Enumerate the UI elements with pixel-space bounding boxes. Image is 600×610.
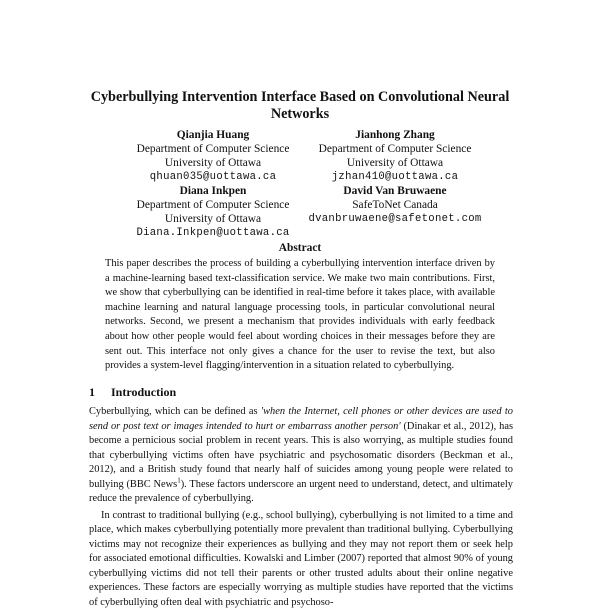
author-department: Department of Computer Science <box>118 142 308 156</box>
author-block-4 <box>295 184 495 226</box>
paper-title: Cyberbullying Intervention Interface Based on Convolutional Neural Networks <box>60 89 540 123</box>
body-text <box>89 405 513 610</box>
paragraph-1 <box>89 405 513 507</box>
author-department: Department of Computer Science <box>110 198 316 212</box>
author-email: Diana.Inkpen@uottawa.ca <box>110 226 316 240</box>
section-title: Introduction <box>111 385 176 399</box>
abstract-heading: Abstract <box>0 242 600 254</box>
author-organization: University of Ottawa <box>110 212 316 226</box>
section-heading <box>89 385 176 400</box>
author-block-3 <box>110 184 316 240</box>
author-email: jzhan410@uottawa.ca <box>300 170 490 184</box>
author-department: Department of Computer Science <box>300 142 490 156</box>
para1-text-end: ). These factors underscore an urgent need to understand, detect, and ultimately reduce the prevalence of cyberbullying. <box>89 479 513 505</box>
author-email: dvanbruwaene@safetonet.com <box>295 212 495 226</box>
para1-lead: Cyberbullying, which can be defined as <box>89 406 261 417</box>
para1-text: (Dinakar et al., 2012), has become a pernicious social problem in recent years. This is also worrying, as multiple studies found that cyberbullying victims often have psychiatric and psychosomatic disorders (Beckman et al., 2012), and a British study found that nearly half of suicides among young people were related to bullying (BBC News <box>89 421 513 490</box>
footnote-marker: 1 <box>177 476 181 484</box>
definition-quote: 'when the Internet, cell phones or other devices are used to send or post text or images intended to hurt or embarrass another person' <box>89 406 513 432</box>
author-block-2 <box>300 128 490 184</box>
abstract-text: This paper describes the process of building a cyberbullying intervention interface driven by a machine-learning based text-classification service. We make two main contributions. First, we show that cyberbullying can be identified in real-time before it takes place, with available machine learning and natural language processing tools, in particular convolutional neural networks. Second, we present a mechanism that provides individuals with early feedback about how other people would feel about wording choices in their messages before they are sent out. This interface not only gives a chance for the user to revise the text, but also provides a system-level flagging/intervention in a situation related to cyberbullying. <box>105 257 495 374</box>
author-name: Diana Inkpen <box>110 184 316 198</box>
section-number: 1 <box>89 385 111 400</box>
author-name: Qianjia Huang <box>118 128 308 142</box>
author-organization: SafeToNet Canada <box>295 198 495 212</box>
paragraph-2: In contrast to traditional bullying (e.g., school bullying), cyberbullying is not limited to a time and place, which makes cyberbullying potentially more prevalent than traditional bullying. Cyberbullying victims may not recognize their experiences as bullying and they may not report them or seek help for associated emotional difficulties. Kowalski and Limber (2007) reported that almost 90% of young cyberbullying victims did not tell their parents or other trusted adults about their online negative experiences. These factors are especially worrying as multiple studies have reported that the victims of cyberbullying often deal with psychiatric and psychoso- <box>89 509 513 610</box>
author-email: qhuan035@uottawa.ca <box>118 170 308 184</box>
author-block-1 <box>118 128 308 184</box>
author-organization: University of Ottawa <box>118 156 308 170</box>
author-name: Jianhong Zhang <box>300 128 490 142</box>
author-name: David Van Bruwaene <box>295 184 495 198</box>
author-organization: University of Ottawa <box>300 156 490 170</box>
